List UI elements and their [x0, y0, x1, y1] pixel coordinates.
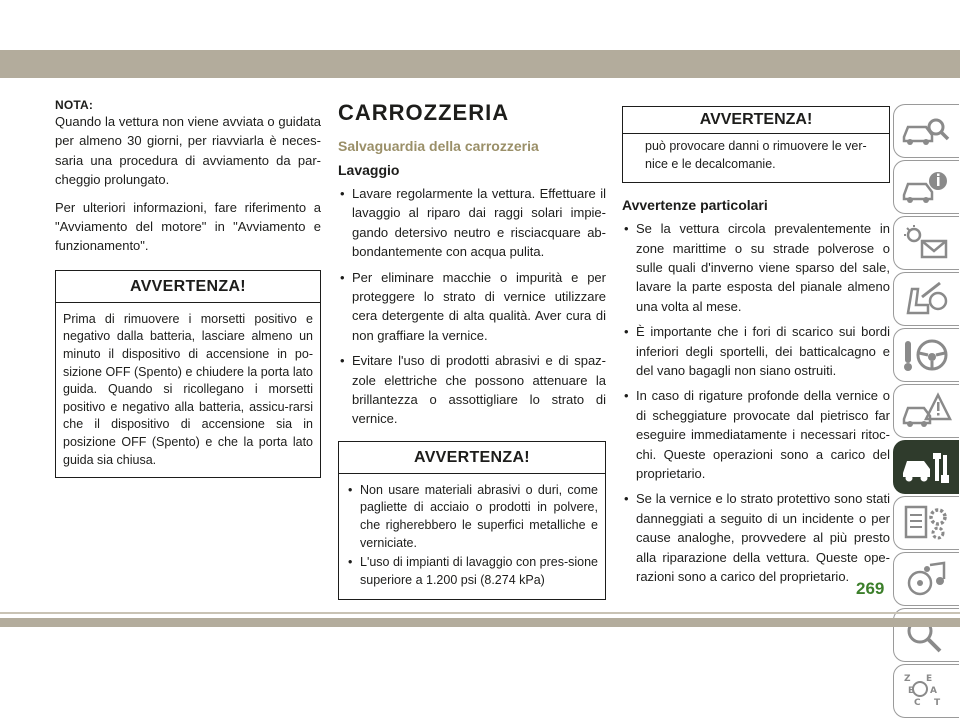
warning-body	[339, 474, 605, 600]
list-item: • Se la vernice e lo strato protettivo sono stati danneggiati a seguito di un incidente o per cause analoghe, provvedere al più presto alla riparazione della vettura. Queste ope-razioni sono a carico del proprietario.	[622, 489, 890, 586]
bottom-rule	[0, 612, 960, 614]
washing-list	[338, 184, 606, 429]
car-info-icon	[900, 167, 952, 207]
section-subtitle: Salvaguardia della carrozzeria	[338, 138, 539, 154]
tab-steering-wheel[interactable]	[893, 328, 959, 382]
steering-wheel-icon	[900, 335, 952, 375]
warning-box-washing	[338, 441, 606, 601]
tab-index[interactable]	[893, 664, 959, 718]
chapter-tabs	[893, 104, 960, 720]
tab-car-warning[interactable]	[893, 384, 959, 438]
list-item: • Se la vettura circola prevalentemente in zone marittime o su strade polverose o sulle quali d'inverno viene sparso del sale, lavare la parte esposta del pianale almeno una volta al mese.	[622, 219, 890, 316]
particular-heading: Avvertenze particolari	[622, 197, 768, 214]
tab-car-service[interactable]	[893, 440, 959, 494]
warning-lights-icon	[900, 223, 952, 263]
warning-text: può provocare danni o rimuovere le ver-nice e le decalcomanie.	[645, 139, 867, 171]
car-warning-icon	[900, 391, 952, 431]
note-paragraph-2: Per ulteriori informazioni, fare riferimento a "Avviamento del motore" in "Avviamento e funzionamento".	[55, 199, 321, 254]
index-letters-icon	[900, 671, 952, 711]
svg-text:C: C	[914, 698, 921, 708]
list-item: • Non usare materiali abrasivi o duri, come pagliette di acciaio o prodotti in polvere, che righerebbero le superfici metalliche e verniciate.	[346, 482, 598, 552]
warning-box-battery	[55, 270, 321, 478]
list-item: • Evitare l'uso di prodotti abrasivi e di spaz-zole elettriche che possono attenuare la brillantezza o assottigliare lo strato di vernice.	[338, 351, 606, 429]
bottom-band	[0, 618, 960, 627]
tab-search[interactable]	[893, 608, 959, 662]
warning-box-continued	[622, 106, 890, 183]
list-item: • In caso di rigature profonde della vernice o di scheggiature provocate dal pietrisco far eseguire immediatamente i necessari ritoc-chi. Queste operazioni sono a carico del proprietario.	[622, 386, 890, 483]
multimedia-icon	[900, 559, 952, 599]
top-band	[0, 50, 960, 78]
svg-text:Z: Z	[904, 674, 911, 684]
particular-list	[622, 219, 890, 586]
seat-airbag-icon	[900, 279, 952, 319]
column-middle	[338, 100, 606, 600]
note-label: NOTA:	[55, 98, 94, 112]
car-search-icon	[900, 111, 952, 151]
tab-car-search[interactable]	[893, 104, 959, 158]
tab-car-info[interactable]	[893, 160, 959, 214]
tab-specs[interactable]	[893, 496, 959, 550]
list-item: • Per eliminare macchie o impurità e per proteggere lo strato di vernice utilizzare cera detergente di alta qualità. Aver cura di non graffiare la vernice.	[338, 268, 606, 346]
section-title: CARROZZERIA	[338, 100, 510, 125]
specs-gear-icon	[900, 503, 952, 543]
svg-text:E: E	[926, 674, 933, 684]
warning-title: AVVERTENZA!	[623, 107, 889, 134]
warning-text: Prima di rimuovere i morsetti positivo e negativo dalla batteria, lasciare almeno un minuto il dispositivo di accensione in po-sizione OFF (Spento) e chiudere la porta lato guida. Quando si ricollegano i morsetti positivo e negativo alla batteria, assicu-rarsi che il dispositivo di accensione sia in posizione OFF (Spento) e che la porta lato guida sia chiusa.	[63, 311, 313, 467]
svg-text:B: B	[908, 686, 915, 696]
car-service-icon	[900, 447, 952, 487]
column-right	[622, 106, 890, 593]
svg-text:A: A	[930, 686, 937, 696]
tab-multimedia[interactable]	[893, 552, 959, 606]
warning-title: AVVERTENZA!	[56, 271, 320, 303]
list-item: • Lavare regolarmente la vettura. Effettuare il lavaggio al riparo dai raggi solari impie-gando detersivo neutro e risciacquare ab-bondantemente con acqua pulita.	[338, 184, 606, 262]
note-paragraph-1: Quando la vettura non viene avviata o guidata per almeno 30 giorni, per riavviarla è neces-saria una procedura di avviamento da par-cheggio prolungato.	[55, 114, 321, 188]
warning-title: AVVERTENZA!	[339, 442, 605, 474]
tab-warning-lights[interactable]	[893, 216, 959, 270]
column-left	[55, 98, 321, 478]
washing-heading: Lavaggio	[338, 162, 400, 178]
list-item: • È importante che i fori di scarico sui bordi inferiori degli sportelli, dei batticalcagno e del vano bagagli non siano ostruiti.	[622, 322, 890, 380]
page-number: 269	[856, 579, 885, 598]
tab-seat-airbag[interactable]	[893, 272, 959, 326]
list-item: • L'uso di impianti di lavaggio con pres-sione superiore a 1.200 psi (8.274 kPa)	[346, 554, 598, 589]
svg-text:T: T	[934, 698, 941, 708]
